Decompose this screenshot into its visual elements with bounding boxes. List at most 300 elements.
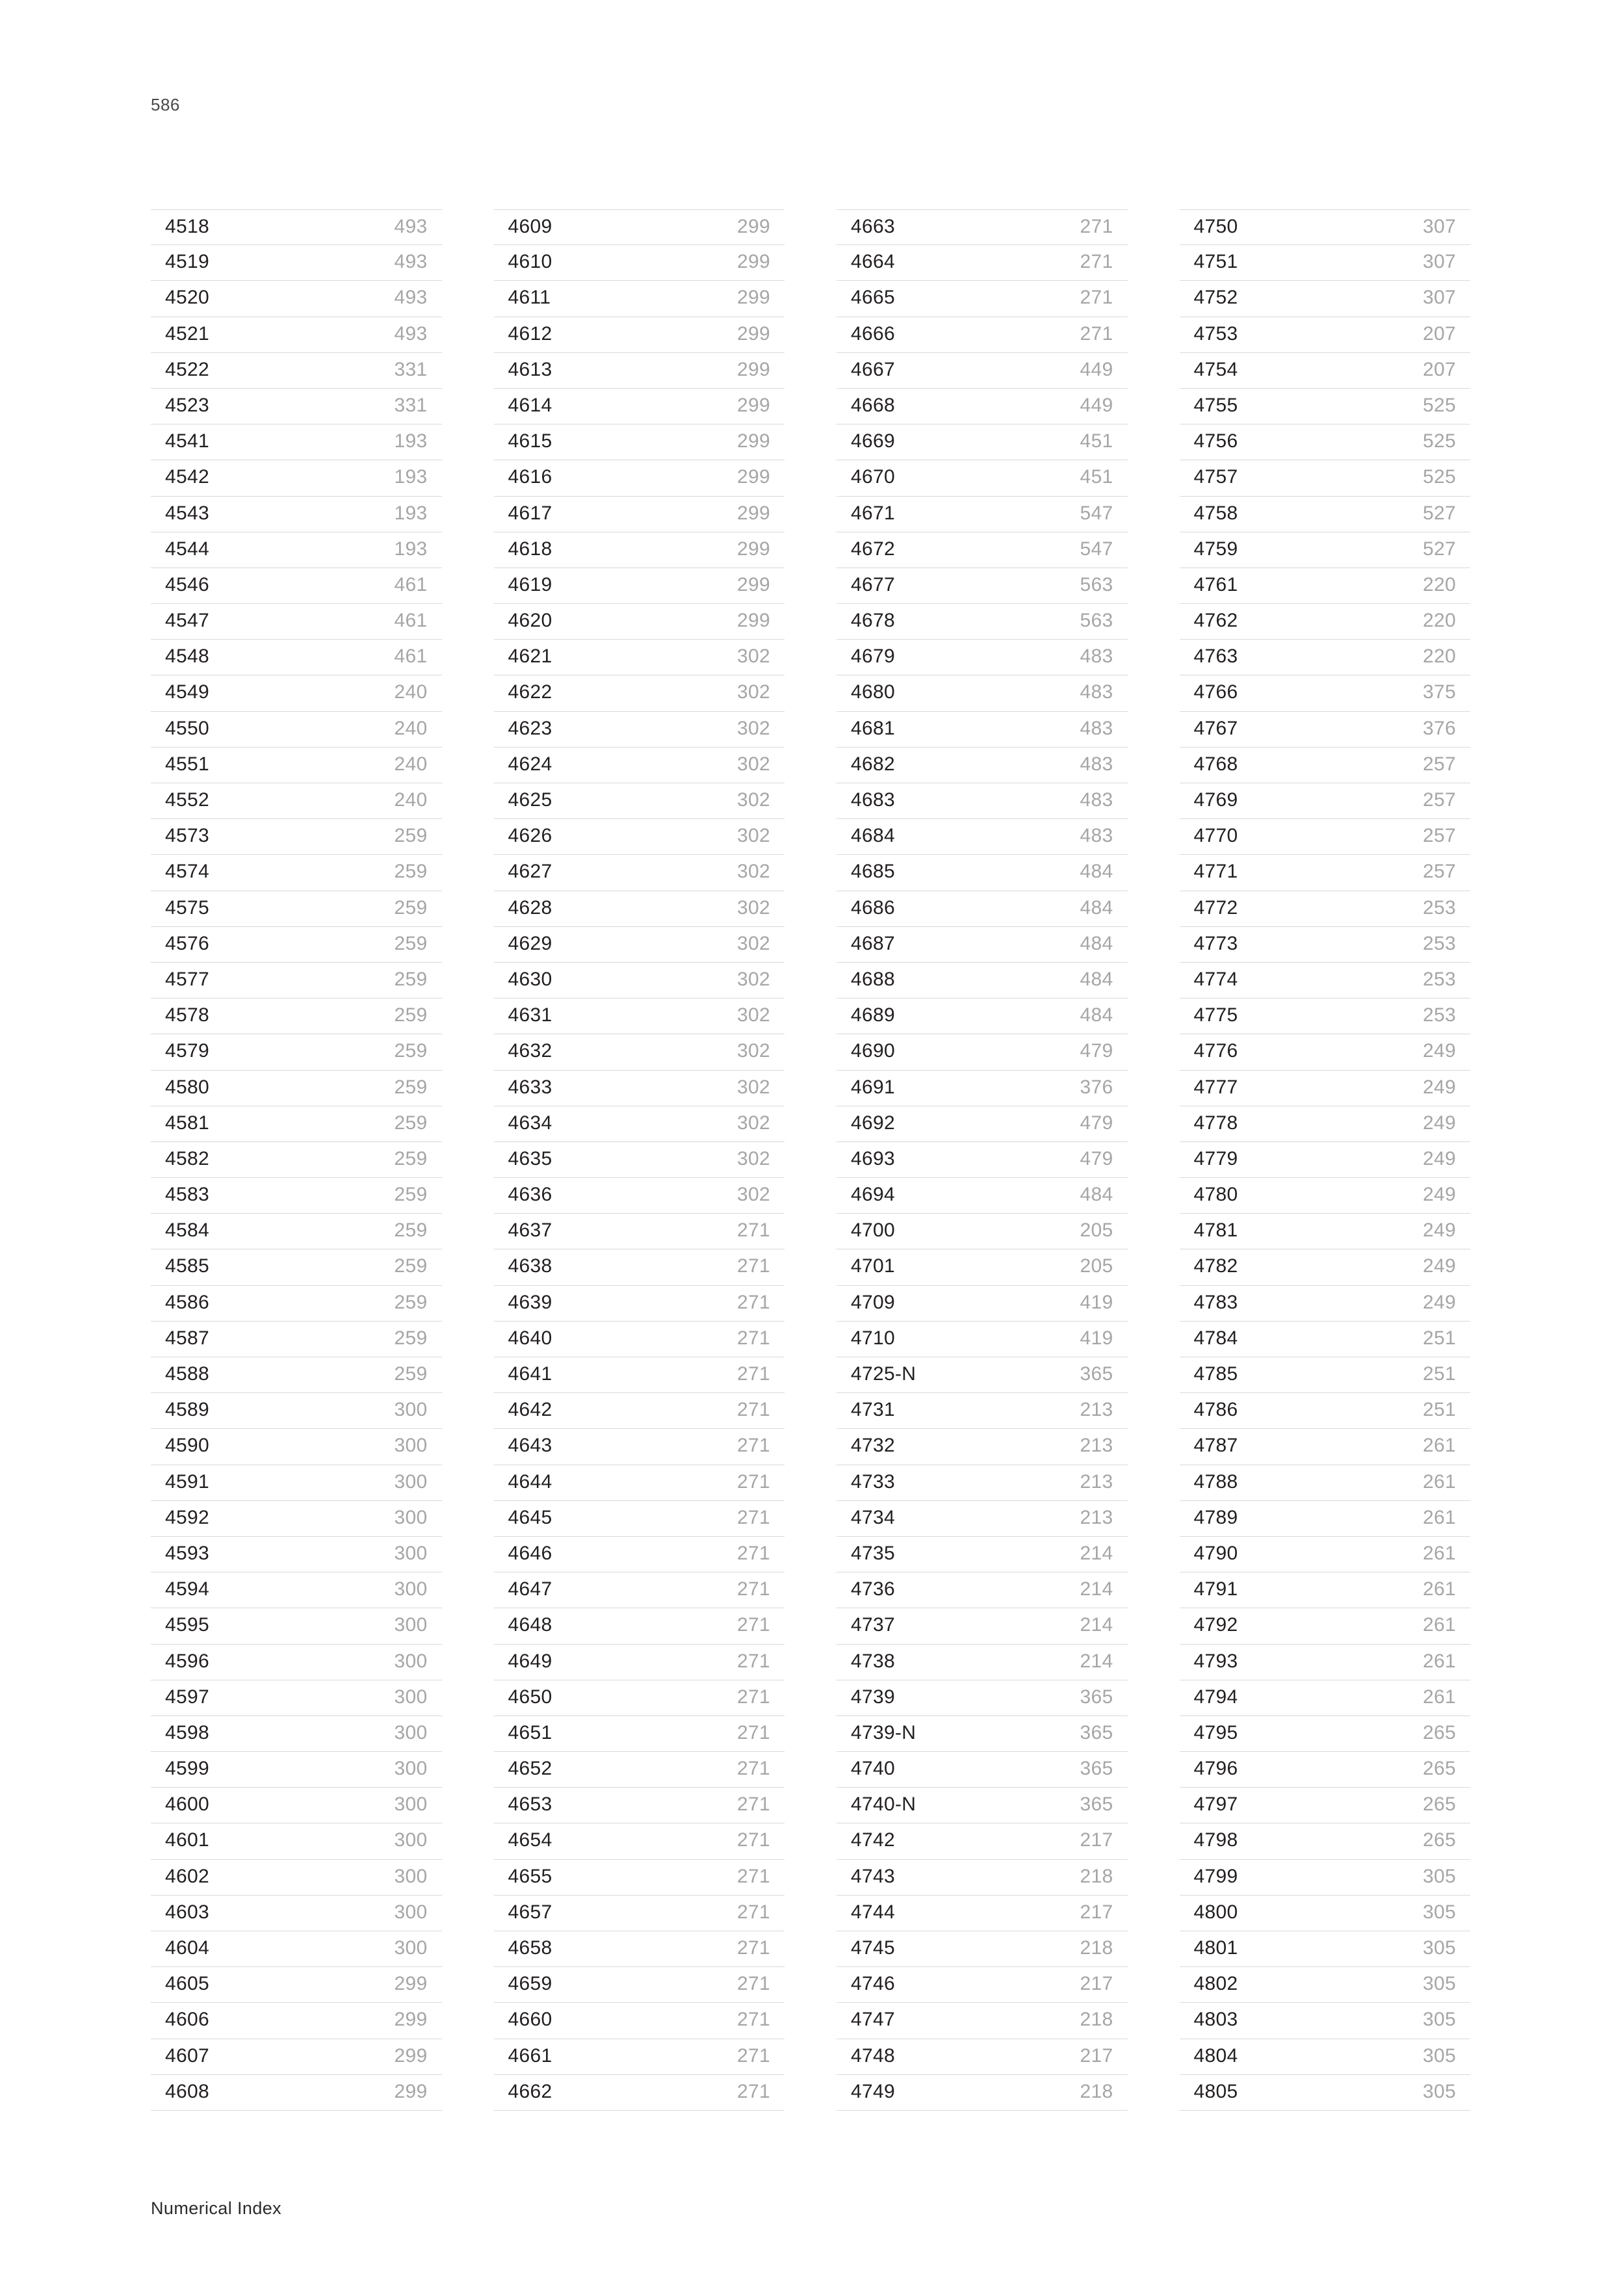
- item-page-reference: 218: [1080, 1937, 1113, 1959]
- item-page-reference: 213: [1080, 1506, 1113, 1528]
- index-row: [151, 1429, 442, 1465]
- item-page-reference: 271: [737, 1220, 770, 1242]
- index-row: [494, 1501, 785, 1537]
- index-row: [151, 1501, 442, 1537]
- item-page-reference: 271: [737, 2044, 770, 2067]
- item-page-reference: 259: [394, 1291, 428, 1313]
- item-number: 4739: [851, 1686, 895, 1708]
- item-page-reference: 299: [737, 322, 770, 345]
- index-row: [151, 1967, 442, 2003]
- item-number: 4621: [508, 646, 552, 668]
- index-row: [151, 460, 442, 496]
- item-page-reference: 261: [1423, 1542, 1456, 1564]
- item-number: 4581: [165, 1112, 209, 1134]
- index-row: [494, 1357, 785, 1393]
- item-page-reference: 376: [1423, 717, 1456, 739]
- item-page-reference: 207: [1423, 358, 1456, 380]
- item-number: 4595: [165, 1614, 209, 1636]
- index-row: [1180, 532, 1471, 568]
- item-page-reference: 251: [1423, 1363, 1456, 1385]
- index-row: [837, 1106, 1128, 1142]
- item-number: 4552: [165, 789, 209, 811]
- item-page-reference: 193: [394, 466, 428, 488]
- item-number: 4788: [1193, 1470, 1238, 1493]
- item-page-reference: 547: [1080, 538, 1113, 560]
- item-page-reference: 249: [1423, 1040, 1456, 1062]
- index-row: [837, 712, 1128, 748]
- item-page-reference: 302: [737, 861, 770, 883]
- item-page-reference: 214: [1080, 1614, 1113, 1636]
- item-number: 4746: [851, 1973, 895, 1995]
- item-number: 4794: [1193, 1686, 1238, 1708]
- index-row: [1180, 460, 1471, 496]
- item-page-reference: 249: [1423, 1255, 1456, 1277]
- index-row: [837, 1357, 1128, 1393]
- item-number: 4628: [508, 896, 552, 919]
- item-number: 4782: [1193, 1255, 1238, 1277]
- index-row: [1180, 891, 1471, 927]
- item-page-reference: 193: [394, 502, 428, 524]
- item-number: 4775: [1193, 1004, 1238, 1026]
- item-page-reference: 265: [1423, 1794, 1456, 1816]
- item-number: 4573: [165, 825, 209, 847]
- item-number: 4709: [851, 1291, 895, 1313]
- item-number: 4672: [851, 538, 895, 560]
- item-number: 4762: [1193, 610, 1238, 632]
- item-number: 4734: [851, 1506, 895, 1528]
- index-row: [1180, 748, 1471, 783]
- index-row: [151, 819, 442, 855]
- item-number: 4754: [1193, 358, 1238, 380]
- item-number: 4596: [165, 1650, 209, 1672]
- item-page-reference: 493: [394, 322, 428, 345]
- index-row: [494, 1106, 785, 1142]
- item-page-reference: 240: [394, 717, 428, 739]
- item-number: 4629: [508, 932, 552, 954]
- index-row: [837, 1286, 1128, 1322]
- item-page-reference: 261: [1423, 1506, 1456, 1528]
- index-row: [837, 1823, 1128, 1859]
- index-row: [151, 1393, 442, 1429]
- index-row: [837, 1788, 1128, 1823]
- item-number: 4521: [165, 322, 209, 345]
- item-page-reference: 299: [737, 466, 770, 488]
- index-row: [837, 1393, 1128, 1429]
- item-page-reference: 302: [737, 717, 770, 739]
- index-row: [151, 1465, 442, 1501]
- index-row: [837, 891, 1128, 927]
- item-page-reference: 484: [1080, 932, 1113, 954]
- item-number: 4687: [851, 932, 895, 954]
- item-page-reference: 193: [394, 430, 428, 452]
- item-page-reference: 449: [1080, 358, 1113, 380]
- item-number: 4744: [851, 1901, 895, 1923]
- index-row: [151, 389, 442, 424]
- item-page-reference: 302: [737, 932, 770, 954]
- item-number: 4795: [1193, 1721, 1238, 1743]
- item-page-reference: 257: [1423, 789, 1456, 811]
- item-page-reference: 484: [1080, 861, 1113, 883]
- index-row: [494, 891, 785, 927]
- item-number: 4777: [1193, 1076, 1238, 1098]
- index-row: [494, 1860, 785, 1896]
- item-number: 4683: [851, 789, 895, 811]
- item-page-reference: 271: [1080, 322, 1113, 345]
- item-page-reference: 271: [737, 1901, 770, 1923]
- item-number: 4750: [1193, 216, 1238, 237]
- item-number: 4735: [851, 1542, 895, 1564]
- item-page-reference: 449: [1080, 394, 1113, 416]
- item-number: 4669: [851, 430, 895, 452]
- index-row: [1180, 819, 1471, 855]
- index-row: [494, 317, 785, 353]
- index-row: [1180, 1716, 1471, 1752]
- index-row: [837, 2039, 1128, 2075]
- index-row: [151, 568, 442, 604]
- item-number: 4692: [851, 1112, 895, 1134]
- item-page-reference: 365: [1080, 1794, 1113, 1816]
- item-number: 4644: [508, 1470, 552, 1493]
- item-page-reference: 299: [394, 1973, 428, 1995]
- item-number: 4789: [1193, 1506, 1238, 1528]
- item-number: 4651: [508, 1721, 552, 1743]
- index-row: [837, 998, 1128, 1034]
- item-number: 4747: [851, 2009, 895, 2031]
- index-row: [494, 1214, 785, 1249]
- item-page-reference: 300: [394, 1614, 428, 1636]
- item-number: 4543: [165, 502, 209, 524]
- item-page-reference: 299: [394, 2044, 428, 2067]
- item-number: 4689: [851, 1004, 895, 1026]
- item-number: 4598: [165, 1721, 209, 1743]
- item-number: 4768: [1193, 753, 1238, 775]
- item-page-reference: 483: [1080, 717, 1113, 739]
- item-page-reference: 271: [737, 1435, 770, 1457]
- item-number: 4549: [165, 681, 209, 703]
- index-row: [151, 353, 442, 389]
- item-page-reference: 419: [1080, 1327, 1113, 1349]
- item-number: 4796: [1193, 1758, 1238, 1780]
- index-row: [837, 1752, 1128, 1788]
- index-row: [837, 1967, 1128, 2003]
- index-row: [1180, 1357, 1471, 1393]
- index-row: [494, 1823, 785, 1859]
- index-row: [151, 604, 442, 640]
- index-row: [151, 1752, 442, 1788]
- item-page-reference: 271: [737, 1829, 770, 1851]
- item-number: 4601: [165, 1829, 209, 1851]
- item-page-reference: 479: [1080, 1112, 1113, 1134]
- item-number: 4755: [1193, 394, 1238, 416]
- index-row: [494, 998, 785, 1034]
- item-number: 4589: [165, 1399, 209, 1421]
- item-page-reference: 261: [1423, 1650, 1456, 1672]
- item-number: 4682: [851, 753, 895, 775]
- item-number: 4693: [851, 1147, 895, 1169]
- index-row: [494, 1788, 785, 1823]
- index-row: [837, 1608, 1128, 1644]
- item-number: 4805: [1193, 2080, 1238, 2102]
- index-row: [837, 353, 1128, 389]
- item-page-reference: 484: [1080, 896, 1113, 919]
- item-number: 4632: [508, 1040, 552, 1062]
- index-row: [494, 712, 785, 748]
- item-number: 4684: [851, 825, 895, 847]
- item-page-reference: 375: [1423, 681, 1456, 703]
- index-row: [837, 497, 1128, 532]
- item-page-reference: 302: [737, 789, 770, 811]
- item-number: 4799: [1193, 1865, 1238, 1887]
- index-row: [151, 424, 442, 460]
- item-number: 4681: [851, 717, 895, 739]
- item-page-reference: 299: [737, 251, 770, 273]
- index-row: [837, 1465, 1128, 1501]
- item-page-reference: 259: [394, 1327, 428, 1349]
- item-page-reference: 259: [394, 896, 428, 919]
- item-number: 4548: [165, 646, 209, 668]
- item-number: 4593: [165, 1542, 209, 1564]
- item-number: 4605: [165, 1973, 209, 1995]
- item-number: 4691: [851, 1076, 895, 1098]
- item-page-reference: 300: [394, 1794, 428, 1816]
- item-page-reference: 271: [737, 1542, 770, 1564]
- item-page-reference: 205: [1080, 1255, 1113, 1277]
- item-number: 4590: [165, 1435, 209, 1457]
- item-page-reference: 271: [737, 1578, 770, 1600]
- index-row: [1180, 317, 1471, 353]
- item-page-reference: 218: [1080, 1865, 1113, 1887]
- item-page-reference: 271: [737, 1363, 770, 1385]
- index-row: [494, 819, 785, 855]
- item-number: 4802: [1193, 1973, 1238, 1995]
- index-row: [1180, 604, 1471, 640]
- index-row: [1180, 963, 1471, 998]
- item-number: 4579: [165, 1040, 209, 1062]
- item-page-reference: 271: [1080, 216, 1113, 237]
- index-row: [494, 675, 785, 711]
- index-row: [494, 927, 785, 963]
- item-page-reference: 251: [1423, 1327, 1456, 1349]
- item-number: 4587: [165, 1327, 209, 1349]
- index-row: [494, 1178, 785, 1214]
- item-number: 4600: [165, 1794, 209, 1816]
- item-number: 4582: [165, 1147, 209, 1169]
- item-page-reference: 214: [1080, 1578, 1113, 1600]
- item-page-reference: 257: [1423, 861, 1456, 883]
- index-row: [837, 1249, 1128, 1285]
- item-page-reference: 271: [737, 1794, 770, 1816]
- index-row: [1180, 1142, 1471, 1178]
- item-number: 4546: [165, 573, 209, 595]
- index-row: [151, 1537, 442, 1572]
- index-row: [837, 927, 1128, 963]
- item-number: 4776: [1193, 1040, 1238, 1062]
- index-row: [837, 245, 1128, 281]
- item-number: 4668: [851, 394, 895, 416]
- index-row: [837, 1034, 1128, 1070]
- item-page-reference: 249: [1423, 1184, 1456, 1206]
- index-row: [1180, 2075, 1471, 2111]
- item-number: 4550: [165, 717, 209, 739]
- item-page-reference: 299: [737, 573, 770, 595]
- item-number: 4769: [1193, 789, 1238, 811]
- item-number: 4743: [851, 1865, 895, 1887]
- item-number: 4678: [851, 610, 895, 632]
- item-number: 4638: [508, 1255, 552, 1277]
- index-row: [151, 1142, 442, 1178]
- item-page-reference: 299: [394, 2080, 428, 2102]
- index-row: [151, 209, 442, 245]
- index-row: [1180, 1967, 1471, 2003]
- index-row: [837, 1322, 1128, 1357]
- item-page-reference: 302: [737, 646, 770, 668]
- item-page-reference: 261: [1423, 1435, 1456, 1457]
- index-row: [1180, 1823, 1471, 1859]
- item-page-reference: 483: [1080, 753, 1113, 775]
- index-row: [151, 1034, 442, 1070]
- item-number: 4778: [1193, 1112, 1238, 1134]
- item-number: 4685: [851, 861, 895, 883]
- item-number: 4690: [851, 1040, 895, 1062]
- index-row: [151, 281, 442, 317]
- item-number: 4646: [508, 1542, 552, 1564]
- item-page-reference: 299: [737, 358, 770, 380]
- item-page-reference: 218: [1080, 2080, 1113, 2102]
- item-page-reference: 259: [394, 1147, 428, 1169]
- item-number: 4679: [851, 646, 895, 668]
- index-row: [151, 1572, 442, 1608]
- index-row: [1180, 1931, 1471, 1967]
- index-row: [494, 1752, 785, 1788]
- index-row: [151, 2075, 442, 2111]
- item-page-reference: 259: [394, 932, 428, 954]
- index-row: [151, 783, 442, 819]
- item-number: 4756: [1193, 430, 1238, 452]
- item-page-reference: 257: [1423, 825, 1456, 847]
- item-number: 4665: [851, 287, 895, 309]
- index-row: [494, 1034, 785, 1070]
- item-number: 4519: [165, 251, 209, 273]
- item-page-reference: 240: [394, 789, 428, 811]
- item-number: 4618: [508, 538, 552, 560]
- item-page-reference: 479: [1080, 1147, 1113, 1169]
- item-number: 4603: [165, 1901, 209, 1923]
- index-row: [151, 1608, 442, 1644]
- item-page-reference: 207: [1423, 322, 1456, 345]
- index-row: [1180, 1537, 1471, 1572]
- item-page-reference: 271: [737, 2009, 770, 2031]
- index-row: [494, 1249, 785, 1285]
- index-row: [837, 1860, 1128, 1896]
- item-number: 4643: [508, 1435, 552, 1457]
- index-row: [494, 1322, 785, 1357]
- index-row: [1180, 424, 1471, 460]
- index-row: [494, 389, 785, 424]
- item-page-reference: 271: [737, 2080, 770, 2102]
- index-row: [151, 640, 442, 675]
- item-number: 4753: [1193, 322, 1238, 345]
- item-number: 4626: [508, 825, 552, 847]
- item-number: 4597: [165, 1686, 209, 1708]
- item-page-reference: 451: [1080, 466, 1113, 488]
- item-page-reference: 305: [1423, 2080, 1456, 2102]
- item-page-reference: 271: [737, 1291, 770, 1313]
- item-page-reference: 527: [1423, 538, 1456, 560]
- item-number: 4732: [851, 1435, 895, 1457]
- item-number: 4803: [1193, 2009, 1238, 2031]
- index-row: [1180, 1645, 1471, 1680]
- item-number: 4771: [1193, 861, 1238, 883]
- index-row: [837, 2075, 1128, 2111]
- item-page-reference: 479: [1080, 1040, 1113, 1062]
- item-number: 4588: [165, 1363, 209, 1385]
- index-row: [151, 1716, 442, 1752]
- item-number: 4737: [851, 1614, 895, 1636]
- item-number: 4748: [851, 2044, 895, 2067]
- item-number: 4793: [1193, 1650, 1238, 1672]
- item-page-reference: 271: [737, 1255, 770, 1277]
- item-number: 4774: [1193, 968, 1238, 990]
- item-page-reference: 307: [1423, 287, 1456, 309]
- index-row: [151, 927, 442, 963]
- item-page-reference: 483: [1080, 789, 1113, 811]
- index-row: [494, 568, 785, 604]
- item-page-reference: 193: [394, 538, 428, 560]
- item-page-reference: 484: [1080, 1184, 1113, 1206]
- item-page-reference: 302: [737, 1112, 770, 1134]
- index-row: [1180, 1465, 1471, 1501]
- item-number: 4749: [851, 2080, 895, 2102]
- item-page-reference: 305: [1423, 2044, 1456, 2067]
- item-page-reference: 249: [1423, 1147, 1456, 1169]
- item-page-reference: 299: [737, 610, 770, 632]
- index-row: [837, 640, 1128, 675]
- item-page-reference: 261: [1423, 1614, 1456, 1636]
- index-row: [837, 1537, 1128, 1572]
- item-number: 4631: [508, 1004, 552, 1026]
- item-page-reference: 259: [394, 1004, 428, 1026]
- index-row: [837, 963, 1128, 998]
- item-page-reference: 300: [394, 1937, 428, 1959]
- item-number: 4614: [508, 394, 552, 416]
- item-page-reference: 307: [1423, 216, 1456, 237]
- item-number: 4636: [508, 1184, 552, 1206]
- item-page-reference: 300: [394, 1650, 428, 1672]
- item-number: 4580: [165, 1076, 209, 1098]
- item-number: 4608: [165, 2080, 209, 2102]
- item-number: 4786: [1193, 1399, 1238, 1421]
- index-row: [837, 819, 1128, 855]
- index-row: [494, 1680, 785, 1716]
- index-row: [1180, 1608, 1471, 1644]
- index-row: [1180, 1896, 1471, 1931]
- index-column: [151, 209, 442, 2111]
- index-row: [494, 2075, 785, 2111]
- item-number: 4787: [1193, 1435, 1238, 1457]
- item-page-reference: 259: [394, 968, 428, 990]
- item-page-reference: 271: [737, 1686, 770, 1708]
- index-column: [1180, 209, 1471, 2111]
- index-row: [494, 497, 785, 532]
- index-row: [837, 460, 1128, 496]
- item-page-reference: 300: [394, 1901, 428, 1923]
- item-page-reference: 299: [737, 216, 770, 237]
- item-number: 4592: [165, 1506, 209, 1528]
- index-row: [151, 532, 442, 568]
- index-row: [1180, 1214, 1471, 1249]
- item-number: 4779: [1193, 1147, 1238, 1169]
- item-number: 4739-N: [851, 1721, 916, 1743]
